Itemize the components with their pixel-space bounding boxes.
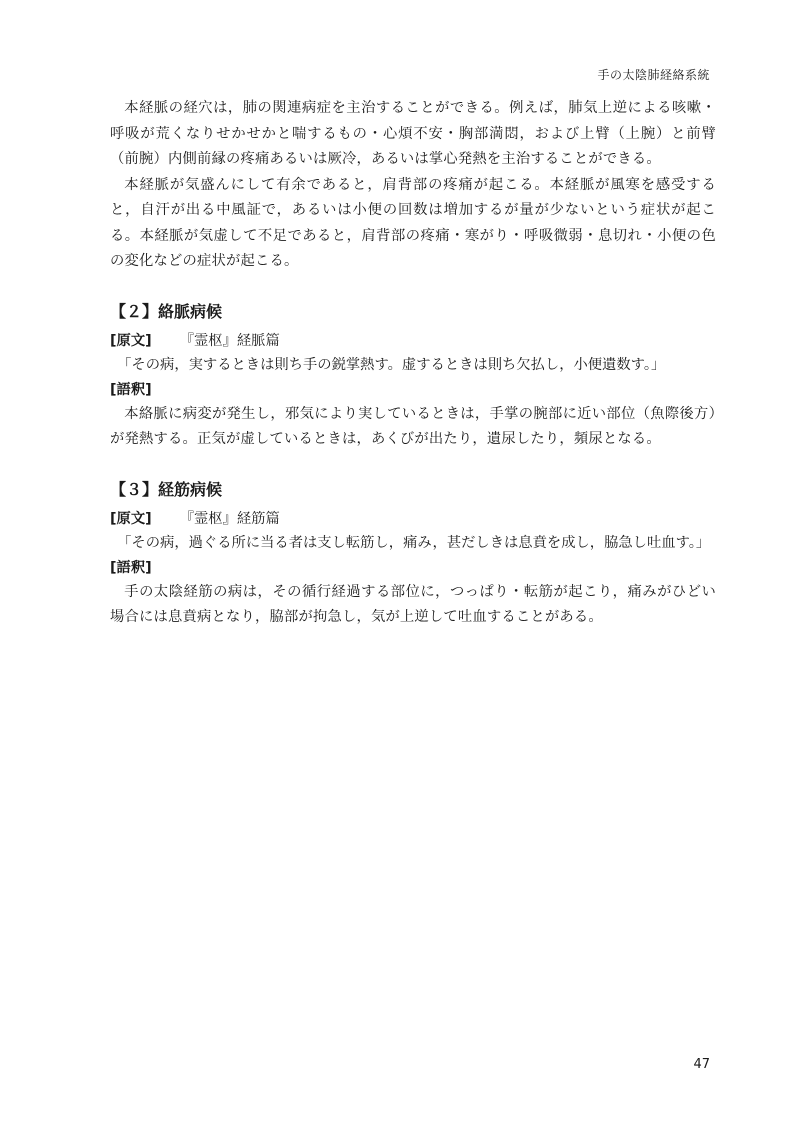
section-sinew-meridian bbox=[110, 477, 716, 631]
section-heading: 【３】経筋病候 bbox=[110, 479, 223, 499]
original-text-label: [原文] bbox=[110, 332, 152, 349]
translation-row bbox=[110, 378, 716, 402]
original-text-row bbox=[110, 329, 716, 353]
source-citation: 『霊枢』経脈篇 bbox=[179, 332, 280, 349]
original-quote: 「その病，過ぐる所に当る者は支し転筋し，痛み，甚だしきは息賁を成し，脇急し吐血す。」 bbox=[117, 534, 711, 551]
section-heading: 【２】絡脈病候 bbox=[110, 301, 223, 321]
intro-paragraph-1: 本経脈の経穴は，肺の関連病症を主治することができる。例えば，肺気上逆による咳嗽・呼吸が荒くなりせかせかと喘するもの・心煩不安・胸部満悶，および上臂（上腕）と前臂（前腕）内側前縁の疼痛あるいは厥冷，あるいは掌心発熱を主治することができる。 bbox=[110, 100, 716, 167]
running-header: 手の太陰肺経絡系統 bbox=[597, 68, 710, 82]
translation-label: [語釈] bbox=[110, 381, 152, 398]
translation-row bbox=[110, 556, 716, 580]
translation-label: [語釈] bbox=[110, 559, 152, 576]
intro-paragraph-2: 本経脈が気盛んにして有余であると，肩背部の疼痛が起こる。本経脈が風寒を感受すると，自汗が出る中風証で，あるいは小便の回数は増加するが量が少ないという症状が起こる。本経脈が気虚して不足であると，肩背部の疼痛・寒がり・呼吸微弱・息切れ・小便の色の変化などの症状が起こる。 bbox=[110, 176, 716, 269]
source-citation: 『霊枢』経筋篇 bbox=[179, 510, 280, 527]
section-luo-meridian bbox=[110, 299, 716, 453]
original-text-row bbox=[110, 507, 716, 531]
original-quote: 「その病，実するときは則ち手の鋭掌熱す。虚するときは則ち欠払し，小便遺数す。」 bbox=[117, 356, 666, 373]
main-content bbox=[110, 96, 716, 631]
translation-paragraph: 本絡脈に病変が発生し，邪気により実しているときは，手掌の腕部に近い部位（魚際後方）が発熱する。正気が虚しているときは，あくびが出たり，遺尿したり，頻尿となる。 bbox=[110, 405, 716, 447]
page-number: 47 bbox=[693, 1057, 710, 1072]
translation-paragraph: 手の太陰経筋の病は，その循行経過する部位に，つっぱり・転筋が起こり，痛みがひどい場合には息賁病となり，脇部が拘急し，気が上逆して吐血することがある。 bbox=[110, 583, 716, 625]
original-text-label: [原文] bbox=[110, 510, 152, 527]
